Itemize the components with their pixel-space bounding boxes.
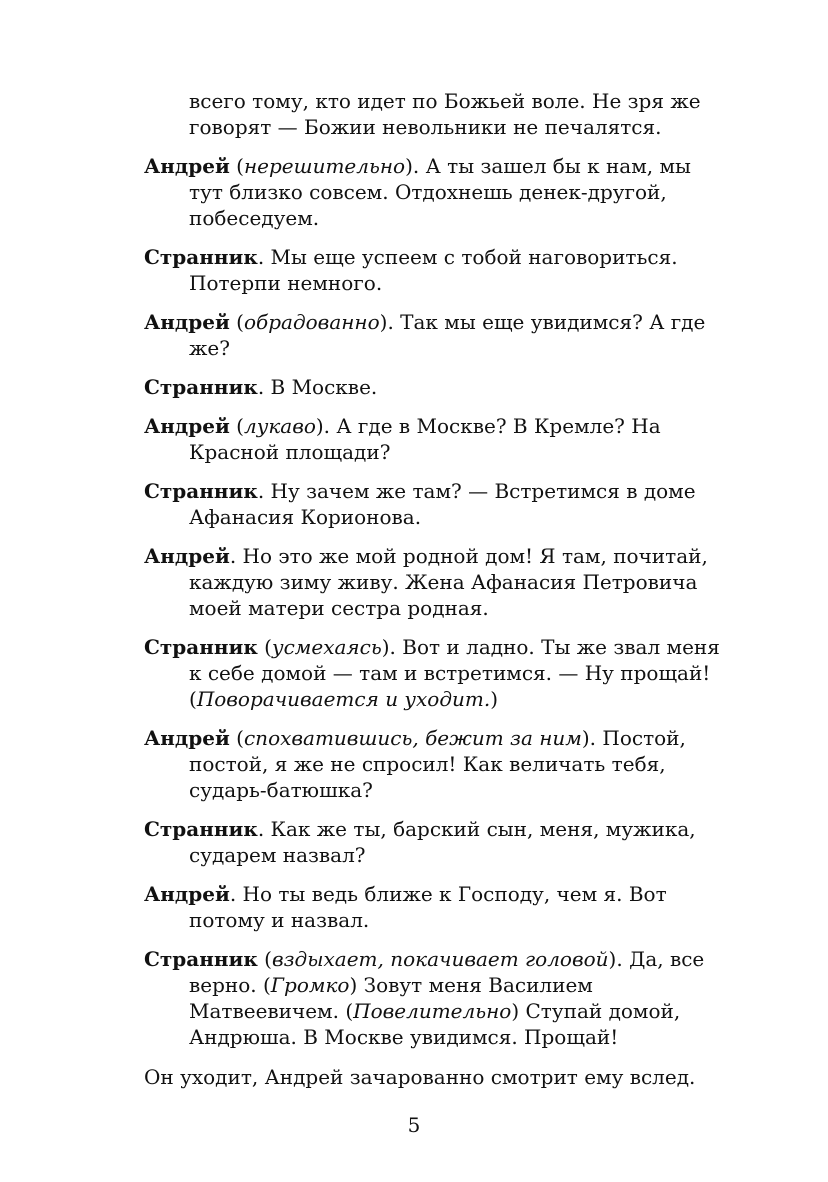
stage-remark: Громко bbox=[270, 973, 350, 997]
speech-paragraph bbox=[144, 153, 724, 231]
speaker-name: Странник bbox=[144, 635, 258, 659]
dialogue bbox=[144, 153, 724, 1050]
speech-text: ). Постой, постой, я же не спросил! Как величать тебя, сударь-батюшка? bbox=[189, 726, 686, 802]
stage-remark: вздыхает, покачивает головой bbox=[271, 947, 609, 971]
speech-paragraph bbox=[144, 309, 724, 361]
speech-text: . Ну зачем же там? — Встретимся в доме Афанасия Корионова. bbox=[189, 479, 696, 529]
speaker-name: Странник bbox=[144, 947, 258, 971]
speaker-name: Странник bbox=[144, 479, 258, 503]
speech-text: ) Зовут меня Василием Матвеевичем. ( bbox=[189, 973, 593, 1023]
speech-paragraph bbox=[144, 725, 724, 803]
speech-paragraph bbox=[144, 881, 724, 933]
stage-remark: обрадованно bbox=[243, 310, 380, 334]
stage-remark: усмехаясь bbox=[271, 635, 382, 659]
speaker-name: Странник bbox=[144, 245, 258, 269]
speaker-name: Андрей bbox=[144, 882, 230, 906]
speech-paragraph bbox=[144, 816, 724, 868]
page-number: 5 bbox=[407, 1113, 421, 1137]
speech-text: ( bbox=[229, 726, 244, 750]
speech-paragraph bbox=[144, 543, 724, 621]
continuation-paragraph: всего тому, кто идет по Божьей воле. Не зря же говорят — Божии невольники не печалятся. bbox=[189, 89, 701, 139]
speaker-name: Андрей bbox=[144, 310, 230, 334]
stage-remark: лукаво bbox=[243, 414, 316, 438]
speaker-name: Странник bbox=[144, 375, 258, 399]
speaker-name: Андрей bbox=[144, 544, 230, 568]
speech-text: . Но это же мой родной дом! Я там, почитай, каждую зиму живу. Жена Афанасия Петровича моей матери сестра родная. bbox=[189, 544, 708, 620]
speech-text: . В Москве. bbox=[257, 375, 378, 399]
speaker-name: Андрей bbox=[144, 154, 230, 178]
speech-text: ). Вот и ладно. Ты же звал меня к себе домой — там и встретимся. — Ну прощай! ( bbox=[189, 635, 720, 711]
speech-text: ) Ступай домой, Андрюша. В Москве увидимся. Прощай! bbox=[189, 999, 681, 1049]
speech-text: . Мы еще успеем с тобой наговориться. Потерпи немного. bbox=[189, 245, 678, 295]
speech-paragraph bbox=[144, 946, 724, 1050]
speech-text: ( bbox=[257, 947, 272, 971]
speech-text: . Но ты ведь ближе к Господу, чем я. Вот потому и назвал. bbox=[189, 882, 667, 932]
stage-remark: спохватившись, бежит за ним bbox=[243, 726, 582, 750]
stage-remark: Повелительно bbox=[353, 999, 512, 1023]
speech-paragraph bbox=[144, 374, 724, 400]
page-text bbox=[144, 88, 724, 1103]
speech-text: ) bbox=[490, 687, 499, 711]
speaker-name: Странник bbox=[144, 817, 258, 841]
speech-text: ). Так мы еще увидимся? А где же? bbox=[189, 310, 706, 360]
speech-text: ( bbox=[229, 154, 244, 178]
speech-text: ( bbox=[229, 310, 244, 334]
stage-remark: Поворачивается и уходит. bbox=[196, 687, 491, 711]
speaker-name: Андрей bbox=[144, 414, 230, 438]
speaker-name: Андрей bbox=[144, 726, 230, 750]
speech-text: ( bbox=[229, 414, 244, 438]
speech-text: ). Да, все верно. ( bbox=[189, 947, 705, 997]
speech-text: . Как же ты, барский сын, меня, мужика, сударем назвал? bbox=[189, 817, 696, 867]
speech-paragraph bbox=[144, 634, 724, 712]
speech-text: ). А где в Москве? В Кремле? На Красной площади? bbox=[189, 414, 661, 464]
speech-paragraph bbox=[144, 413, 724, 465]
speech-paragraph bbox=[144, 478, 724, 530]
speech-paragraph bbox=[144, 244, 724, 296]
speech-text: ( bbox=[257, 635, 272, 659]
stage-remark: нерешительно bbox=[243, 154, 406, 178]
stage-direction: Он уходит, Андрей зачарованно смотрит ему вслед. bbox=[144, 1065, 696, 1089]
speech-text: ). А ты зашел бы к нам, мы тут близко совсем. Отдохнешь денек-другой, побеседуем. bbox=[189, 154, 691, 230]
